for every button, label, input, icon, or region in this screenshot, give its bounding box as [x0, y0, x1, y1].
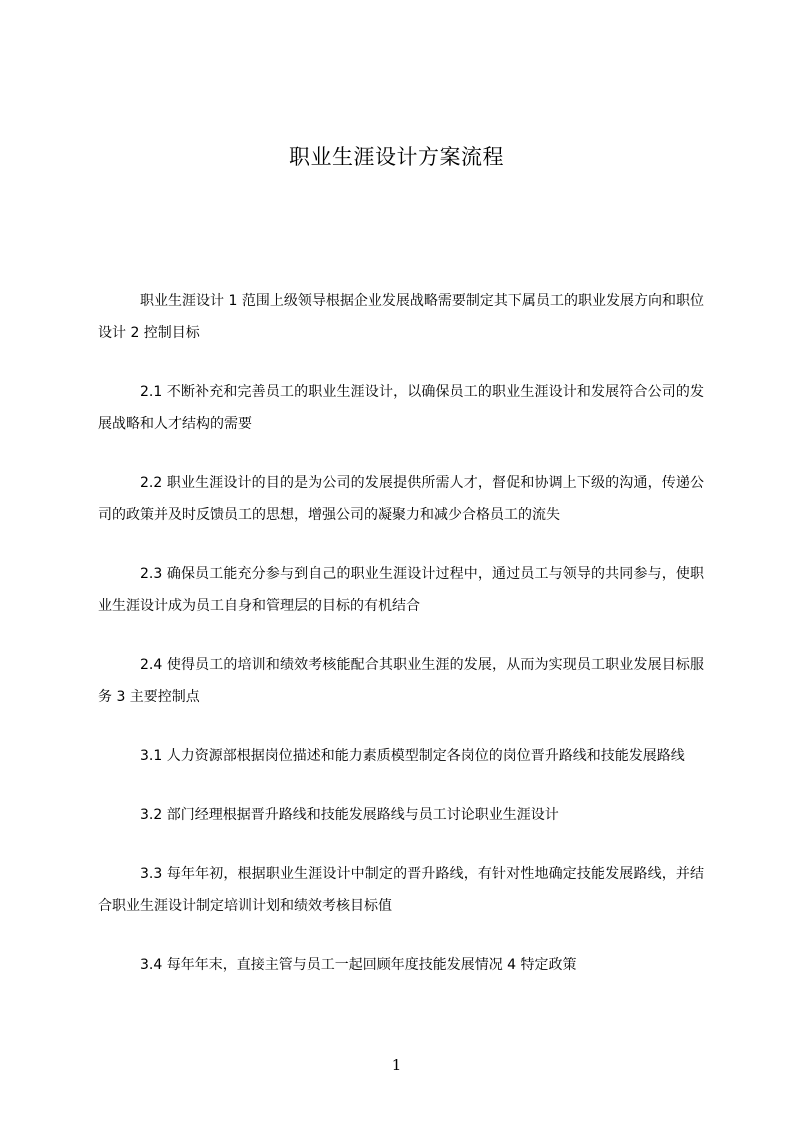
paragraph-3-3: 3.3 每年年初，根据职业生涯设计中制定的晋升路线，有针对性地确定技能发展路线，并结合职业生涯设计制定培训计划和绩效考核目标值: [98, 866, 704, 914]
paragraph-3-1: 3.1 人力资源部根据岗位描述和能力素质模型制定各岗位的岗位晋升路线和技能发展路线: [140, 748, 685, 764]
paragraph-3-2: 3.2 部门经理根据晋升路线和技能发展路线与员工讨论职业生涯设计: [140, 807, 559, 823]
paragraph-2-2: 2.2 职业生涯设计的目的是为公司的发展提供所需人才，督促和协调上下级的沟通，传递公司的政策并及时反馈员工的思想，增强公司的凝聚力和减少合格员工的流失: [98, 475, 704, 523]
paragraph-2-1: 2.1 不断补充和完善员工的职业生涯设计，以确保员工的职业生涯设计和发展符合公司的发展战略和人才结构的需要: [98, 384, 704, 432]
paragraph-scope: 职业生涯设计 1 范围上级领导根据企业发展战略需要制定其下属员工的职业发展方向和职位设计 2 控制目标: [98, 293, 704, 341]
paragraph-2-3: 2.3 确保员工能充分参与到自己的职业生涯设计过程中，通过员工与领导的共同参与，使职业生涯设计成为员工自身和管理层的目标的有机结合: [98, 566, 704, 614]
document-body: [98, 285, 704, 1008]
page-number: 1: [391, 1056, 402, 1074]
paragraph-3-4: 3.4 每年年末，直接主管与员工一起回顾年度技能发展情况 4 特定政策: [140, 957, 577, 973]
page-title: 职业生涯设计方案流程: [289, 145, 504, 169]
paragraph-2-4: 2.4 使得员工的培训和绩效考核能配合其职业生涯的发展，从而为实现员工职业发展目标服务 3 主要控制点: [98, 657, 704, 705]
